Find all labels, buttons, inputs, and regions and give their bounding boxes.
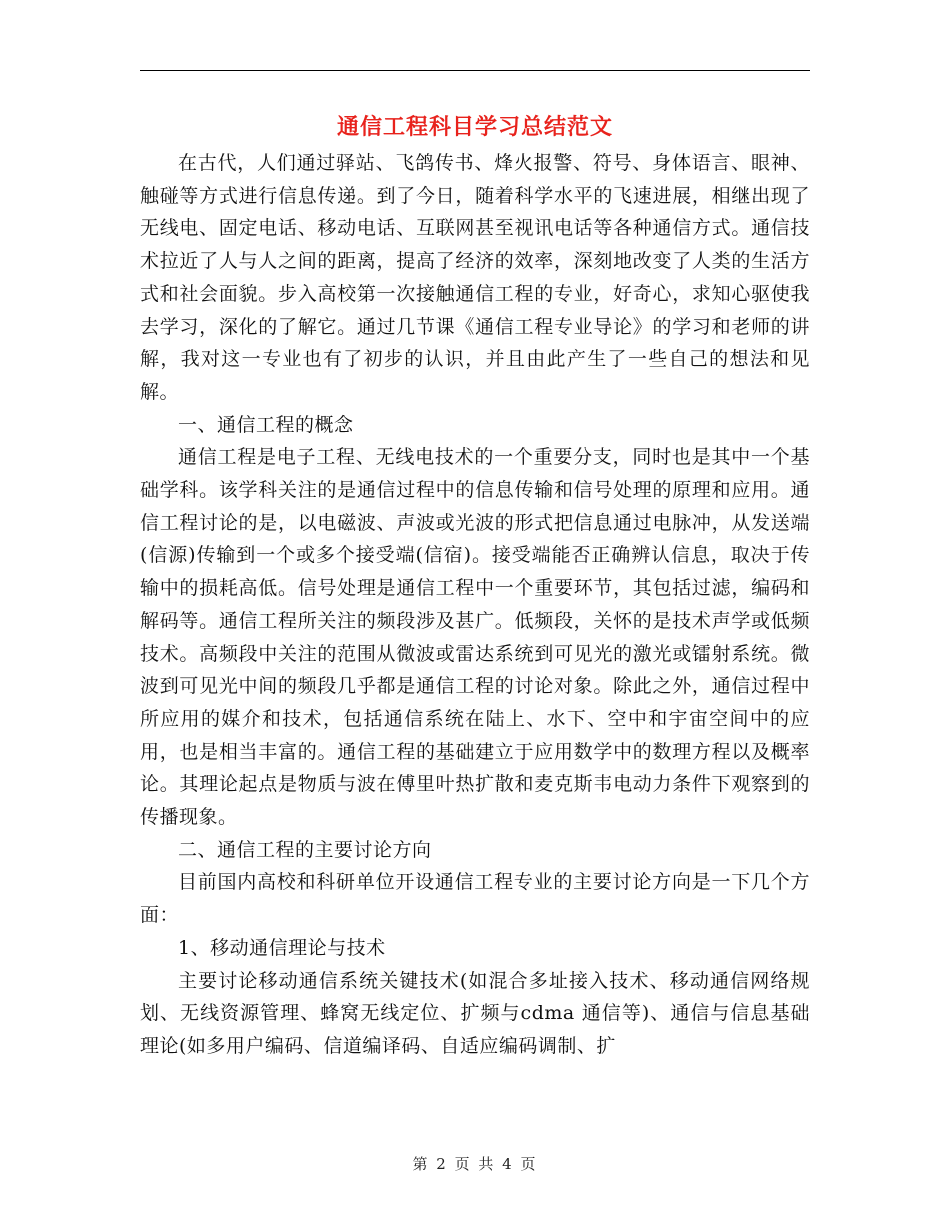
- header-rule: [140, 70, 810, 71]
- section-heading-directions: 二、通信工程的主要讨论方向: [178, 838, 432, 861]
- document-title: 通信工程科目学习总结范文: [336, 114, 613, 140]
- paragraph-mobile-communication: 主要讨论移动通信系统关键技术(如混合多址接入技术、移动通信网络规划、无线资源管理、蜂窝无线定位、扩频与cdma 通信等)、通信与信息基础理论(如多用户编码、信道编译码、自适应编码调制、扩: [140, 969, 810, 1057]
- document-body: [140, 147, 810, 1063]
- paragraph-intro: 在古代，人们通过驿站、飞鸽传书、烽火报警、符号、身体语言、眼神、触碰等方式进行信息传递。到了今日，随着科学水平的飞速进展，相继出现了无线电、固定电话、移动电话、互联网甚至视讯电话等各种通信方式。通信技术拉近了人与人之间的距离，提高了经济的效率，深刻地改变了人类的生活方式和社会面貌。步入高校第一次接触通信工程的专业，好奇心，求知心驱使我去学习，深化的了解它。通过几节课《通信工程专业导论》的学习和老师的讲解，我对这一专业也有了初步的认识，并且由此产生了一些自己的想法和见解。: [140, 152, 810, 403]
- paragraph-concept: 通信工程是电子工程、无线电技术的一个重要分支，同时也是其中一个基础学科。该学科关注的是通信过程中的信息传输和信号处理的原理和应用。通信工程讨论的是，以电磁波、声波或光波的形式把信息通过电脉冲，从发送端(信源)传输到一个或多个接受端(信宿)。接受端能否正确辨认信息，取决于传输中的损耗高低。信号处理是通信工程中一个重要环节，其包括过滤，编码和解码等。通信工程所关注的频段涉及甚广。低频段，关怀的是技术声学或低频技术。高频段中关注的范围从微波或雷达系统到可见光的激光或镭射系统。微波到可见光中间的频段几乎都是通信工程的讨论对象。除此之外，通信过程中所应用的媒介和技术，包括通信系统在陆上、水下、空中和宇宙空间中的应用，也是相当丰富的。通信工程的基础建立于应用数学中的数理方程以及概率论。其理论起点是物质与波在傅里叶热扩散和麦克斯韦电动力条件下观察到的传播现象。: [140, 446, 810, 829]
- paragraph-directions: 目前国内高校和科研单位开设通信工程专业的主要讨论方向是一下几个方面：: [140, 871, 810, 927]
- section-heading-concept: 一、通信工程的概念: [178, 413, 354, 436]
- page-footer: 第 2 页 共 4 页: [412, 1155, 538, 1173]
- subheading-mobile-communication: 1、移动通信理论与技术: [178, 936, 386, 959]
